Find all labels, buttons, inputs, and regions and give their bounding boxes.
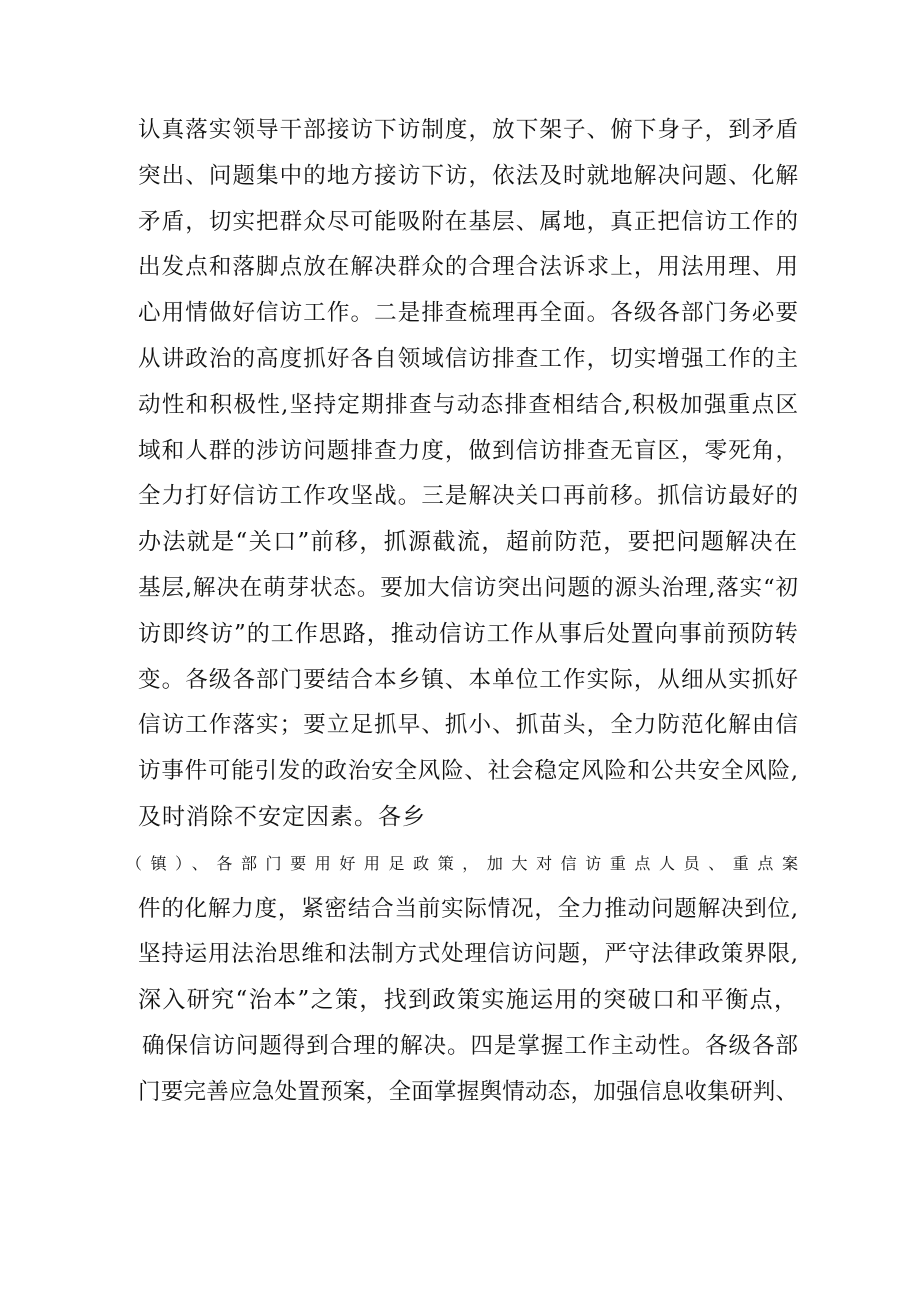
- text-line-19: 坚持运用法治思维和法制方式处理信访问题，严守法律政策界限,: [138, 941, 798, 968]
- text-line-7: 动性和积极性,坚持定期排查与动态排查相结合,积极加强重点区: [138, 391, 798, 418]
- text-line-16: 及时消除不安定因素。各乡: [138, 803, 426, 830]
- text-line-10: 办法就是“关口”前移，抓源截流，超前防范，要把问题解决在: [138, 529, 798, 556]
- text-line-14: 信访工作落实；要立足抓早、抓小、抓苗头，全力防范化解由信: [138, 712, 798, 739]
- text-line-12: 访即终访”的工作思路，推动信访工作从事后处置向事前预防转: [138, 620, 799, 647]
- body-text: [126, 108, 799, 1116]
- text-line-17: （镇）、各部门要用好用足政策，加大对信访重点人员、重点案: [126, 853, 798, 873]
- text-line-11: 基层,解决在萌芽状态。要加大信访突出问题的源头治理,落实“初: [138, 574, 798, 601]
- text-line-9: 全力打好信访工作攻坚战。三是解决关口再前移。抓信访最好的: [138, 483, 798, 510]
- text-line-18: 件的化解力度，紧密结合当前实际情况，全力推动问题解决到位,: [138, 895, 798, 922]
- text-line-5: 心用情做好信访工作。二是排查梳理再全面。各级各部门务必要: [138, 300, 798, 327]
- text-line-22: 门要完善应急处置预案，全面掌握舆情动态，加强信息收集研判、: [138, 1078, 798, 1105]
- text-line-21: 确保信访问题得到合理的解决。四是掌握工作主动性。各级各部: [142, 1032, 798, 1059]
- text-line-6: 从讲政治的高度抓好各自领域信访排查工作，切实增强工作的主: [138, 345, 798, 372]
- text-line-15: 访事件可能引发的政治安全风险、社会稳定风险和公共安全风险,: [138, 758, 798, 785]
- text-line-13: 变。各级各部门要结合本乡镇、本单位工作实际，从细从实抓好: [138, 666, 798, 693]
- text-line-20: 深入研究“治本”之策，找到政策实施运用的突破口和平衡点，: [138, 987, 798, 1014]
- text-line-3: 矛盾，切实把群众尽可能吸附在基层、属地，真正把信访工作的: [138, 208, 798, 235]
- text-line-4: 出发点和落脚点放在解决群众的合理合法诉求上，用法用理、用: [138, 254, 798, 281]
- text-line-1: 认真落实领导干部接访下访制度，放下架子、俯下身子，到矛盾: [138, 117, 798, 143]
- text-line-2: 突出、问题集中的地方接访下访，依法及时就地解决问题、化解: [138, 162, 798, 189]
- text-line-8: 域和人群的涉访问题排查力度，做到信访排查无盲区，零死角，: [138, 437, 798, 464]
